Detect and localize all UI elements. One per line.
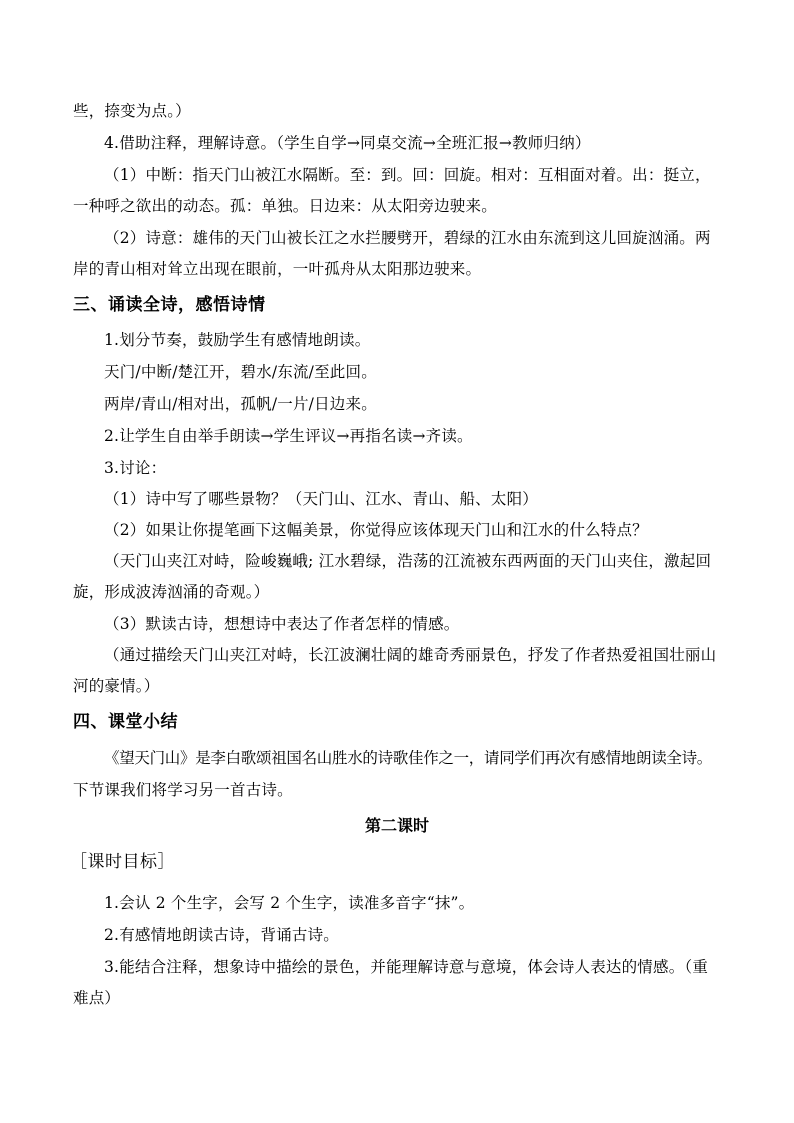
paragraph-line: 1.会认 2 个生字，会写 2 个生字，读准多音字“抹”。 (104, 894, 475, 912)
lesson-title: 第二课时 (364, 816, 429, 835)
section-heading: 三、诵读全诗，感悟诗情 (73, 295, 266, 315)
paragraph-line: 一种呼之欲出的动态。孤：单独。日边来：从太阳旁边驶来。 (73, 197, 497, 215)
paragraph-line: 2.让学生自由举手朗读→学生评议→再指名读→齐读。 (104, 427, 473, 445)
paragraph-line: （天门山夹江对峙，险峻巍峨; 江水碧绿，浩荡的江流被东西两面的天门山夹住，激起回 (104, 552, 712, 570)
paragraph-line: （1）诗中写了哪些景物？（天门山、江水、青山、船、太阳） (104, 490, 538, 508)
paragraph-line: （2）诗意：雄伟的天门山被长江之水拦腰劈开，碧绿的江水由东流到这儿回旋汹涌。两 (104, 229, 711, 247)
paragraph-line: 1.划分节奏，鼓励学生有感情地朗读。 (104, 331, 371, 349)
paragraph-line: 2.有感情地朗读古诗，背诵古诗。 (104, 926, 339, 944)
paragraph-line: （3）默读古诗，想想诗中表达了作者怎样的情感。 (104, 615, 460, 633)
paragraph-line: （1）中断：指天门山被江水隔断。至：到。回：回旋。相对：互相面对着。出：挺立， (104, 166, 711, 184)
paragraph-line: 4.借助注释，理解诗意。（学生自学→同桌交流→全班汇报→教师归纳） (104, 134, 591, 152)
paragraph-line: （通过描绘天门山夹江对峙，长江波澜壮阔的雄奇秀丽景色，抒发了作者热爱祖国壮丽山 (104, 646, 717, 664)
paragraph-line: 下节课我们将学习另一首古诗。 (73, 781, 293, 799)
section-heading: 四、课堂小结 (73, 712, 178, 732)
paragraph-line: 河的豪情。） (73, 677, 160, 695)
paragraph-line: 些，捺变为点。） (73, 102, 191, 120)
paragraph-line: 岸的青山相对耸立出现在眼前，一叶孤舟从太阳那边驶来。 (73, 260, 482, 278)
poem-rhythm-line: 两岸/青山/相对出，孤帆/一片/日边来。 (104, 395, 377, 413)
paragraph-line: 《望天门山》是李白歌颂祖国名山胜水的诗歌佳作之一，请同学们再次有感情地朗读全诗。 (104, 749, 713, 767)
paragraph-line: 旋，形成波涛汹涌的奇观。） (73, 583, 270, 601)
paragraph-line: 3.能结合注释，想象诗中描绘的景色，并能理解诗意与意境，体会诗人表达的情感。（重 (104, 958, 709, 976)
objectives-heading: ［课时目标］ (70, 852, 175, 872)
paragraph-line: （2）如果让你提笔画下这幅美景，你觉得应该体现天门山和江水的什么特点？ (104, 521, 648, 539)
paragraph-line: 难点） (73, 989, 121, 1007)
paragraph-line: 3.讨论： (104, 459, 167, 477)
poem-rhythm-line: 天门/中断/楚江开，碧水/东流/至此回。 (104, 363, 377, 381)
